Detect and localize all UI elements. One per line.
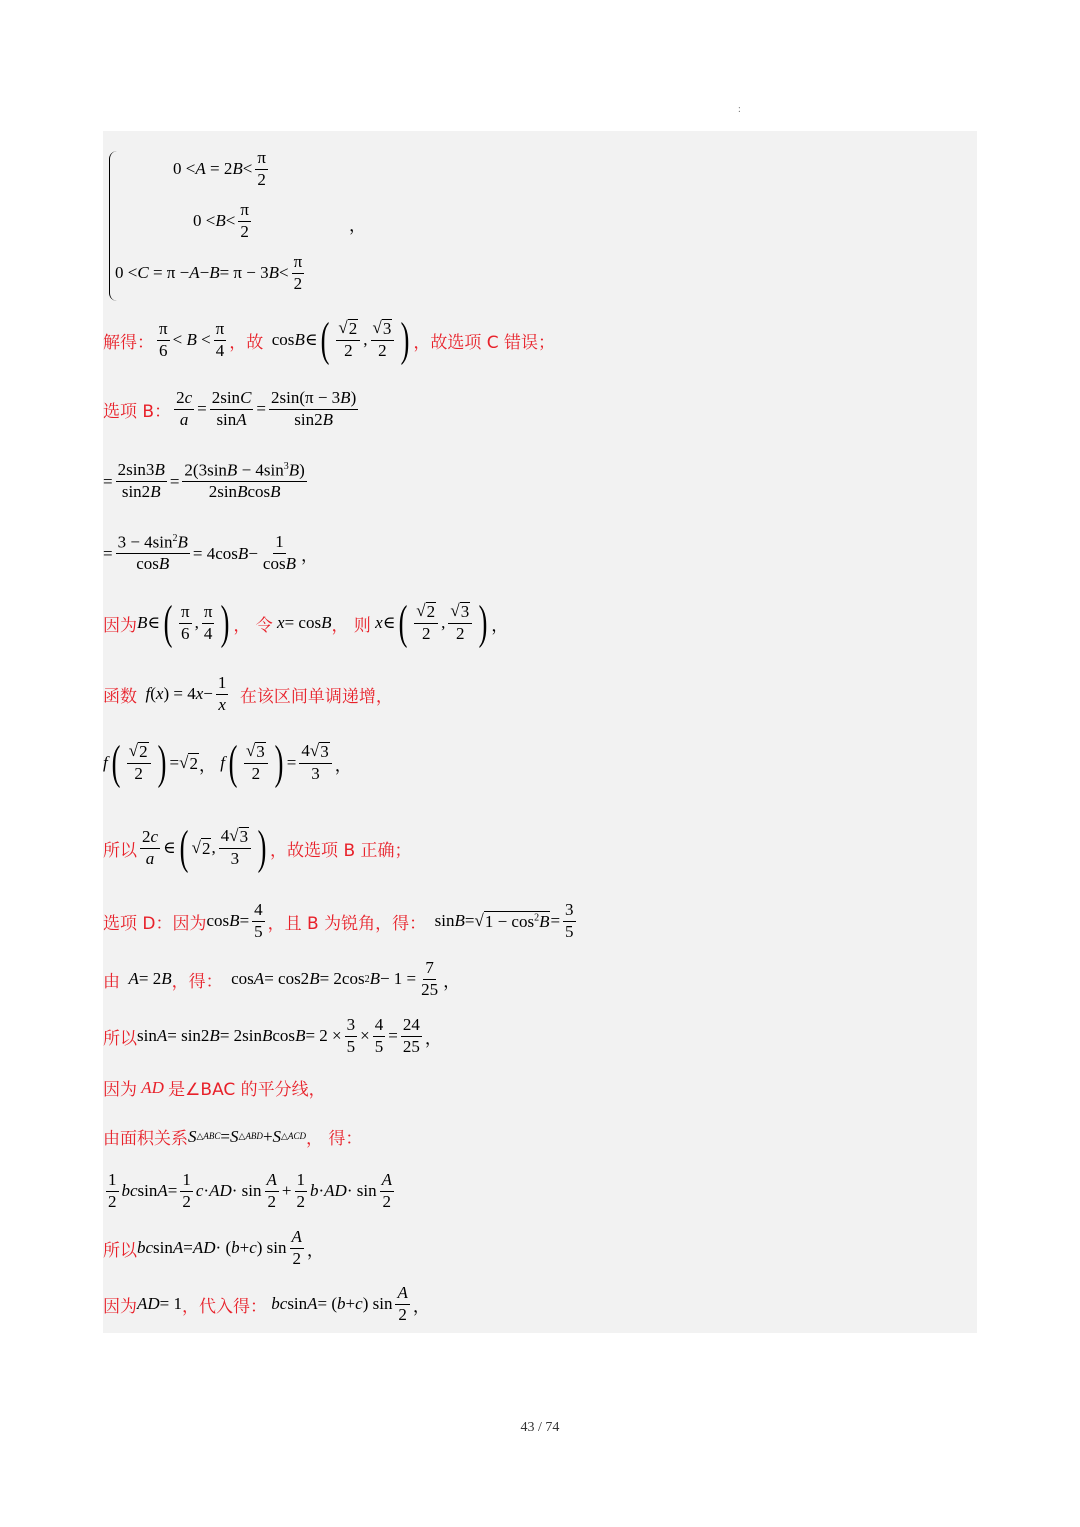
system-row-1: 0 < A = 2 B < $\frac{\pi}{2}$ [173,148,266,189]
line-substitute-x: 因为 B ∈ ( $\frac{\pi}{6}$ , $\frac{\pi}{4}$ ) ， 令 x = cos B ， 则 x ∈ ( √ 2 2 , √ 3 2 ) ， [103,596,509,649]
line-bisector: 因为 AD 是∠BAC 的平分线， [103,1077,326,1100]
system-row-3: 0 < C = π − A − B = π − 3 B < $\frac{\pi}{2}$ [115,252,303,293]
inequality-system [103,141,403,301]
system-row-2: 0 < B < $\frac{\pi}{2}$ [193,200,249,241]
line-range-result: 所以 $\frac{2c}{a}$ ∈ ( √ 2 , 4√ 3 3 ) ，故选项 B 正确； [103,821,412,874]
page-number: 43 / 74 [520,1420,560,1435]
line-cos-a: 由 A = 2 B ，得： cos A = cos2 B = 2cos 2 B − 1 = $\frac{7}{25}$ ， [103,958,461,999]
line-expand-2: = $\frac{3 - 4\sin^2B}{\cos B}$ = 4cos B − $\frac{1}{\cos B}$ ， [103,532,318,574]
line-f-values: f ( √ 2 2 ) = √ 2 ， f ( √ 3 2 ) = 4√ 3 3 ， [103,736,352,789]
header-mark: : [738,104,741,115]
system-trailing-comma: ， [349,216,366,235]
line-sin-a: 所以 sin A = sin2 B = 2sin B cos B = 2 × $\frac{3}{5}$ × $\frac{4}{5}$ = $\frac{24}{25}$ ， [103,1015,442,1056]
line-simplified: 所以 bc sin A = AD · ( b + c ) sin $\frac{A}{2}$ ， [103,1227,324,1268]
line-expand-1: = $\frac{2\sin 3B}{\sin 2B}$ = $\frac{2(3\sin B - 4\sin^3B)}{\text{2sinBcosB}}$ [103,460,305,502]
solution-content [103,131,977,1333]
line-substituted: 因为 AD = 1 ，代入得： bc sin A = ( b + c ) sin $\frac{A}{2}$ ， [103,1283,430,1324]
line-area-relation: 由面积关系 S △ABC = S △ABD + S △ACD ， 得： [103,1126,363,1149]
line-option-d: 选项 D：因为 cos B = $\frac{4}{5}$ ，且 B 为锐角，得： sin B = √ $1 - \cos^2B$ = $\frac{3}{5}$ [103,900,574,941]
line-area-equation: $\frac{1}{2}$ bc sin A = $\frac{1}{2}$ c · AD · sin $\frac{A}{2}$ + $\frac{1}{2}$ b · AD · sin $\frac{A}{2}$ [108,1170,392,1211]
line-option-b: 选项 B： $\frac{2c}{a}$ = $\frac{2\sin C}{\sin A}$ = $\frac{2\sin(\pi - 3B)}{\sin 2B}$ [103,388,357,429]
line-solve-b: 解得： $\frac{\pi}{6}$ < B < $\frac{\pi}{4}$ ，故 cos B ∈ ( √ 2 2 , √ 3 2 ) ，故选项 C 错误； [103,313,556,366]
line-function: 函数 f ( x ) = 4 x − $\frac{1}{x}$ 在该区间单调递增， [103,673,393,714]
